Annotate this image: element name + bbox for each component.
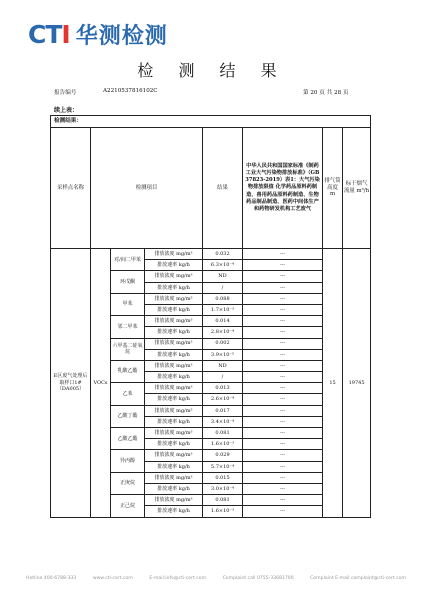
result-cell: /	[203, 372, 243, 383]
parameter-cell: 排放浓度 mg/m³	[145, 360, 203, 371]
parameter-cell: 排放速率 kg/h	[145, 439, 203, 450]
page-info: 第 20 页 共 28 页	[303, 90, 349, 96]
limit-cell: ---	[243, 316, 323, 327]
parameter-cell: 排放浓度 mg/m³	[145, 383, 203, 394]
footer-email: E-mail:info@cti-cert.com	[149, 576, 207, 581]
footer	[26, 576, 406, 581]
col-header-result: 结果	[203, 128, 243, 249]
table-row	[51, 249, 371, 260]
result-cell: 0.014	[203, 316, 243, 327]
continued-label: 续上表：	[54, 107, 79, 114]
report-number: A2210537816102C	[103, 88, 158, 94]
col-header-item: 检测项目	[91, 128, 203, 249]
parameter-cell: 排放浓度 mg/m³	[145, 450, 203, 461]
compound-name-cell: 乙酸乙酯	[111, 428, 145, 450]
limit-cell: ---	[243, 495, 323, 506]
result-cell: 0.013	[203, 383, 243, 394]
logo-mark: CTI	[28, 20, 70, 49]
col-header-height: 排气筒高度 m	[323, 128, 343, 249]
compound-name-cell: 正庚烷	[111, 472, 145, 494]
parameter-cell: 排放速率 kg/h	[145, 349, 203, 360]
compound-name-cell: 六甲基二硅氧烷	[111, 338, 145, 360]
parameter-cell: 排放速率 kg/h	[145, 483, 203, 494]
result-cell: 0.032	[203, 249, 243, 260]
result-cell: 5.7×10⁻⁴	[203, 461, 243, 472]
parameter-cell: 排放浓度 mg/m³	[145, 405, 203, 416]
col-header-site: 采样点名称	[51, 128, 91, 249]
parameter-cell: 排放速率 kg/h	[145, 372, 203, 383]
result-cell: 0.017	[203, 405, 243, 416]
footer-complaint-email: Complaint E-mail complaint@cti-cert.com	[310, 576, 406, 581]
limit-cell: ---	[243, 394, 323, 405]
result-cell: /	[203, 282, 243, 293]
result-cell: 1.6×10⁻³	[203, 439, 243, 450]
compound-name-cell: 正己烷	[111, 495, 145, 517]
limit-cell: ---	[243, 416, 323, 427]
result-cell: 0.015	[203, 472, 243, 483]
report-number-label: 报告编号	[54, 90, 77, 96]
compound-name-cell: 乙酸丁酯	[111, 405, 145, 427]
parameter-cell: 排放浓度 mg/m³	[145, 495, 203, 506]
limit-cell: ---	[243, 450, 323, 461]
compound-name-cell: 乳酸乙酯	[111, 360, 145, 382]
parameter-cell: 排放浓度 mg/m³	[145, 338, 203, 349]
results-table	[50, 115, 371, 518]
result-cell: 0.081	[203, 495, 243, 506]
stack-height-cell: 15	[323, 249, 343, 518]
footer-complaint-call: Complaint call 0755-33681700	[222, 576, 294, 581]
limit-cell: ---	[243, 271, 323, 282]
parameter-cell: 排放速率 kg/h	[145, 282, 203, 293]
result-cell: 0.088	[203, 293, 243, 304]
limit-cell: ---	[243, 293, 323, 304]
limit-cell: ---	[243, 383, 323, 394]
limit-cell: ---	[243, 506, 323, 517]
limit-cell: ---	[243, 327, 323, 338]
compound-name-cell: 环戊酮	[111, 271, 145, 293]
result-cell: 1.6×10⁻³	[203, 506, 243, 517]
footer-hotline: Hotline 400-6788-333	[26, 576, 77, 581]
limit-cell: ---	[243, 372, 323, 383]
limit-cell: ---	[243, 260, 323, 271]
result-cell: 0.081	[203, 428, 243, 439]
limit-cell: ---	[243, 282, 323, 293]
parameter-cell: 排放浓度 mg/m³	[145, 249, 203, 260]
company-logo	[28, 19, 168, 50]
result-cell: 2.6×10⁻⁴	[203, 394, 243, 405]
sampling-site-cell: E区废气处理后取样口1#（DA005）	[51, 249, 91, 518]
parameter-cell: 排放速率 kg/h	[145, 461, 203, 472]
result-cell: ND	[203, 360, 243, 371]
limit-cell: ---	[243, 461, 323, 472]
result-cell: 2.8×10⁻⁴	[203, 327, 243, 338]
parameter-cell: 排放浓度 mg/m³	[145, 293, 203, 304]
limit-cell: ---	[243, 249, 323, 260]
col-header-flow: 标干烟气流量 m³/h	[343, 128, 371, 249]
parameter-cell: 排放浓度 mg/m³	[145, 316, 203, 327]
parameter-cell: 排放浓度 mg/m³	[145, 472, 203, 483]
limit-cell: ---	[243, 360, 323, 371]
compound-name-cell: 甲苯	[111, 293, 145, 315]
section-title: 检测结果：	[51, 116, 371, 128]
compound-name-cell: 异丙醇	[111, 450, 145, 472]
result-cell: ND	[203, 271, 243, 282]
footer-web: www.cti-cert.com	[92, 576, 133, 581]
parameter-cell: 排放速率 kg/h	[145, 260, 203, 271]
compound-name-cell: 乙苯	[111, 383, 145, 405]
col-header-standard: 中华人民共和国国家标准《制药工业大气污染物排放标准》（GB 37823-2019）表1：大气污染物排放限值 化学药品原料药制造、兽用药品原料药制造、生物药品制品制造、医药中间体生产和药物研发机构工艺废气	[243, 128, 323, 249]
result-cell: 0.002	[203, 338, 243, 349]
parameter-cell: 排放速率 kg/h	[145, 416, 203, 427]
parameter-cell: 排放速率 kg/h	[145, 394, 203, 405]
result-cell: 1.7×10⁻³	[203, 304, 243, 315]
result-cell: 6.3×10⁻⁴	[203, 260, 243, 271]
limit-cell: ---	[243, 405, 323, 416]
limit-cell: ---	[243, 338, 323, 349]
logo-chinese-name: 华测检测	[75, 24, 168, 49]
result-cell: 3.9×10⁻⁵	[203, 349, 243, 360]
result-cell: 3.4×10⁻⁴	[203, 416, 243, 427]
limit-cell: ---	[243, 349, 323, 360]
limit-cell: ---	[243, 304, 323, 315]
result-cell: 3.0×10⁻⁴	[203, 483, 243, 494]
compound-name-cell: 对/间二甲苯	[111, 249, 145, 271]
flow-rate-cell: 19745	[343, 249, 371, 518]
parameter-cell: 排放速率 kg/h	[145, 304, 203, 315]
parameter-cell: 排放速率 kg/h	[145, 506, 203, 517]
limit-cell: ---	[243, 428, 323, 439]
parameter-cell: 排放浓度 mg/m³	[145, 271, 203, 282]
parameter-cell: 排放速率 kg/h	[145, 327, 203, 338]
result-cell: 0.029	[203, 450, 243, 461]
page-title: 检 测 结 果	[137, 61, 287, 80]
limit-cell: ---	[243, 472, 323, 483]
parameter-cell: 排放浓度 mg/m³	[145, 428, 203, 439]
limit-cell: ---	[243, 483, 323, 494]
limit-cell: ---	[243, 439, 323, 450]
group-cell: VOCs	[91, 249, 111, 518]
compound-name-cell: 邻二甲苯	[111, 316, 145, 338]
